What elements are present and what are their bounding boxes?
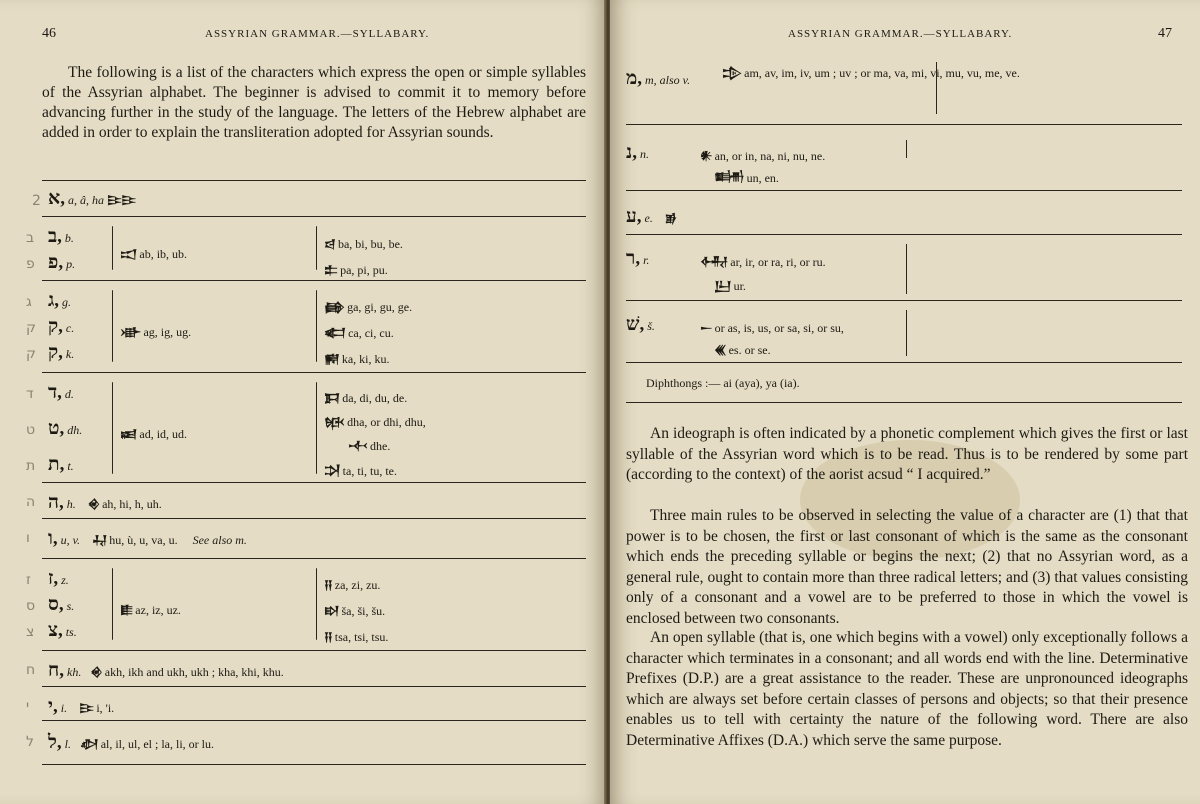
syllabary-row-d: ד, d.	[48, 382, 74, 403]
syllabary-row-m: מ, m, also v.	[626, 68, 691, 89]
syllabary-row-t: ת, t.	[48, 454, 74, 475]
transliteration: b.	[64, 231, 74, 245]
m-row-signs: 𒄠 am, av, im, iv, um ; uv ; or ma, va, mi, vi, mu, vu, me, ve.	[722, 66, 1020, 80]
page-number: 47	[1158, 26, 1172, 41]
rule	[626, 300, 1182, 301]
rule	[626, 190, 1182, 191]
brace	[316, 226, 317, 270]
syllabary-row-kh: ח, kh. 𒄴 akh, ikh and ukh, ukh ; kha, khi, khu.	[48, 660, 284, 681]
cuneiform-sign: 𒄿𒄿	[106, 193, 136, 207]
pencil-note: ז	[26, 572, 31, 588]
sh-row-signs-line2: 𒌍 es. or se.	[714, 343, 771, 357]
syllabary-row-b	[48, 226, 74, 248]
r-row-signs-line1: 𒅈 ar, ir, or ra, ri, or ru.	[700, 255, 826, 269]
rule	[42, 180, 586, 181]
consonant-vowel-signs: 𒍝 tsa, tsi, tsu.	[324, 630, 389, 644]
syllabary-row-k: ק, k.	[48, 342, 75, 363]
rule	[42, 518, 586, 519]
rule	[42, 216, 586, 217]
syllabary-row-z: ז, z.	[48, 568, 69, 589]
pencil-note: ט	[26, 422, 36, 438]
consonant-vowel-signs: 𒉺 pa, pi, pu.	[324, 263, 388, 277]
vowel-consonant-signs: 𒀾 az, iz, uz.	[120, 603, 181, 617]
brace	[316, 290, 317, 362]
vowel-consonant-signs: 𒀜 ad, id, ud.	[120, 427, 188, 441]
consonant-vowel-signs: 𒋫 ta, ti, tu, te.	[324, 464, 397, 478]
consonant-vowel-signs: 𒆍 ka, ki, ku.	[324, 352, 390, 366]
rule	[42, 720, 586, 721]
syllabary-row-sh: שׁ, š.	[626, 314, 655, 335]
running-head: ASSYRIAN GRAMMAR.—SYLLABARY.	[788, 28, 1013, 40]
pencil-note: ס	[26, 598, 36, 614]
syllabary-row-ts: צ, ts.	[48, 620, 77, 641]
pencil-note: י	[26, 698, 30, 714]
running-head: ASSYRIAN GRAMMAR.—SYLLABARY.	[205, 28, 430, 40]
syllabary-row-u: ו, u, v. 𒄷 hu, ù, u, va, u. See also m.	[48, 528, 247, 549]
hebrew-letter: פ,	[48, 252, 64, 273]
transliteration: a, â, ha	[67, 193, 104, 207]
right-page	[610, 0, 1200, 804]
syllabary-row-n: נ, n.	[626, 142, 649, 163]
syllabary-row-c: ק, c.	[48, 316, 75, 337]
syllabary-row-i: י, i. 𒄿 i, 'i.	[48, 696, 115, 717]
paragraph-open-syllable: An open syllable (that is, one which begins with a vowel) only exceptionally follows a character which terminates in a consonant; and all words end with the line. Determinative Prefixes (D.P.) are a great assistance to the reader. These are unpronounced ideographs which are always set before certain classes of persons and objects; so that their presence enables us to tell with certainty the nature of the following word. There are also Determinative Affixes (D.A.) which serve the same purpose.	[626, 629, 1188, 749]
pencil-note: ב	[26, 230, 35, 246]
r-row-signs-line2: 𒌨 ur.	[714, 279, 746, 293]
consonant-vowel-signs: 𒍝 za, zi, zu.	[324, 578, 381, 592]
consonant-vowel-signs: 𒁀 ba, bi, bu, be.	[324, 237, 403, 251]
pencil-note: צ	[26, 624, 35, 640]
pencil-note: 2	[32, 193, 41, 209]
syllabary-row-p	[48, 252, 75, 274]
n-row-signs-line2: 𒌦 un, en.	[714, 171, 779, 185]
rule	[42, 372, 586, 373]
column-divider	[906, 140, 907, 158]
column-divider	[936, 62, 937, 114]
brace	[112, 290, 113, 362]
pencil-note: ל	[26, 734, 34, 750]
pencil-note: ח	[26, 662, 36, 678]
syllabary-row-s: ס, s.	[48, 594, 75, 615]
syllabary-row-g: ג, g.	[48, 290, 72, 311]
consonant-vowel-signs: 𒋾 dhe.	[348, 439, 391, 453]
sh-row-signs-line1: 𒀸 or as, is, us, or sa, si, or su,	[700, 321, 844, 335]
syllabary-row-r: ר, r.	[626, 248, 650, 269]
brace	[316, 568, 317, 640]
paragraph-rules: Three main rules to be observed in selecting the value of a character are (1) that that power is to be chosen, the first or last consonant of which is the same as the consonant which ends the preceding syllable or begins the next; (2) that no Assyrian word, as a general rule, ought to contain more than three radical letters; and (3) that values consisting only of a consonant and a vowel are to be preferred to those in which the vowel is enclosed between two consonants.	[626, 507, 1188, 627]
rule	[626, 234, 1182, 235]
syllabary-row-dh: ט, dh.	[48, 418, 83, 439]
cross-reference: See also m.	[192, 533, 247, 547]
consonant-vowel-signs: 𒁕 da, di, du, de.	[324, 391, 408, 405]
brace	[112, 568, 113, 640]
rule	[626, 124, 1182, 125]
pencil-note: ג	[26, 294, 32, 310]
page-number: 46	[42, 26, 56, 41]
column-divider	[906, 310, 907, 356]
rule	[42, 280, 586, 281]
pencil-note: ו	[26, 530, 30, 546]
brace	[112, 226, 113, 270]
consonant-vowel-signs: 𒅗 ca, ci, cu.	[324, 326, 394, 340]
consonant-vowel-signs: 𒁮 dha, or dhi, dhu,	[324, 415, 426, 429]
rule	[42, 764, 586, 765]
rule	[42, 686, 586, 687]
syllabary-row-ayin: ע, e. 𒂊	[626, 206, 677, 227]
syllabary-row-l: ל, l. 𒀠 al, il, ul, el ; la, li, or lu.	[48, 732, 215, 753]
vowel-consonant-signs: 𒀊 ab, ib, ub.	[120, 247, 188, 261]
vowel-consonant-signs: 𒀝 ag, ig, ug.	[120, 325, 192, 339]
brace	[316, 382, 317, 474]
pencil-note: ק	[26, 320, 36, 336]
rule	[626, 402, 1182, 403]
pencil-note: ת	[26, 458, 36, 474]
hebrew-letter: א,	[48, 188, 65, 209]
syllabary-row-aleph	[48, 186, 135, 213]
consonant-vowel-signs: 𒂵 ga, gi, gu, ge.	[324, 300, 413, 314]
intro-paragraph: The following is a list of the characters which express the open or simple syllables of the Assyrian alphabet. The beginner is advised to commit it to memory before advancing further in the study of the language. The letters of the Hebrew alphabet are added in order to explain the transliteration adopted for Assyrian sounds.	[42, 64, 586, 141]
pencil-note: ד	[26, 386, 34, 402]
brace	[112, 382, 113, 474]
n-row-signs-line1: 𒀭 an, or in, na, ni, nu, ne.	[700, 149, 826, 163]
hebrew-letter: ב,	[48, 226, 62, 247]
rule	[626, 362, 1182, 363]
rule	[42, 650, 586, 651]
paragraph-ideograph: An ideograph is often indicated by a phonetic complement which gives the first or last syllable of the Assyrian word which is to be read. Thus is to be rendered by some part (according to the context) of the aorist acsud “ I acquired.”	[626, 425, 1188, 483]
transliteration: p.	[66, 257, 76, 271]
rule	[42, 482, 586, 483]
diphthongs-line: Diphthongs :— ai (aya), ya (ia).	[646, 376, 800, 390]
rule	[42, 558, 586, 559]
pencil-note: פ	[26, 256, 35, 272]
syllabary-row-h: ה, h. 𒄴 ah, hi, h, uh.	[48, 492, 162, 513]
column-divider	[906, 244, 907, 294]
pencil-note: ה	[26, 494, 36, 510]
pencil-note: ק	[26, 346, 36, 362]
consonant-vowel-signs: 𒊭 ša, ši, šu.	[324, 604, 386, 618]
